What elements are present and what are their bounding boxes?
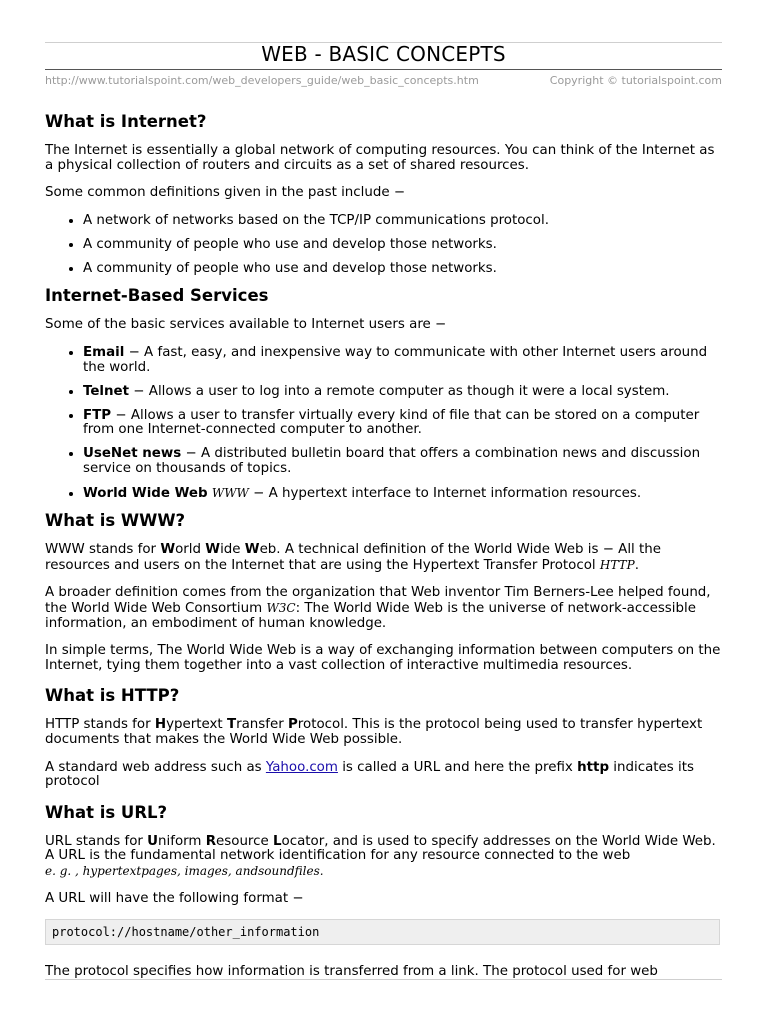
- services-list: [45, 346, 722, 501]
- term: Email: [83, 344, 125, 360]
- paragraph: [45, 586, 722, 631]
- heading-internet: What is Internet?: [45, 112, 207, 131]
- paragraph: [45, 761, 722, 790]
- list-item: • A network of networks based on the TCP/IP communications protocol.: [83, 214, 722, 229]
- list-item: [83, 486, 722, 502]
- list-item: [83, 447, 722, 476]
- paragraph: In simple terms, The World Wide Web is a way of exchanging information between computers on the Internet, tying them together into a vast collection of interactive multimedia resources.: [45, 643, 721, 673]
- text-run: ocator, and is used to specify addresses on the World Wide Web. A URL is the fundamental network identification for any resource connected to the web: [45, 833, 716, 864]
- term: UseNet news: [83, 446, 182, 462]
- bottom-rule: [45, 979, 722, 980]
- definition: − A fast, easy, and inexpensive way to communicate with other Internet users around the world.: [83, 344, 708, 375]
- paragraph: [45, 835, 722, 879]
- source-url: http://www.tutorialspoint.com/web_developers_guide/web_basic_concepts.htm: [45, 74, 479, 87]
- abbreviation: W3C: [266, 601, 296, 616]
- text-run: WWW stands for: [45, 542, 161, 558]
- paragraph: A URL will have the following format −: [45, 890, 304, 906]
- example-note: e. g. , hypertextpages, images, andsoundfiles.: [45, 863, 324, 878]
- text-run: W: [160, 542, 176, 558]
- text-run: T: [226, 717, 237, 733]
- paragraph: The Internet is essentially a global network of computing resources. You can think of the Internet as a physical collection of routers and circuits as a set of shared resources.: [45, 143, 715, 173]
- paragraph-cutoff: The protocol specifies how information is transferred from a link. The protocol used for web: [45, 965, 658, 978]
- text-run: W: [244, 542, 260, 558]
- text-run: H: [154, 717, 167, 733]
- code-block: protocol://hostname/other_information: [45, 919, 720, 945]
- title-rule: [45, 69, 722, 70]
- text-run: URL stands for: [45, 833, 148, 849]
- text-run: rotocol. This is the protocol being used to transfer hypertext documents that makes the World Wide Web possible.: [45, 717, 703, 747]
- heading-http: What is HTTP?: [45, 686, 180, 706]
- text-run: is called a URL and here the prefix: [337, 759, 578, 775]
- text-run: indicates its protocol: [45, 759, 694, 790]
- text-run: .: [634, 557, 639, 573]
- copyright-notice: Copyright © tutorialspoint.com: [549, 74, 722, 87]
- list-item: • A community of people who use and develop those networks.: [83, 262, 722, 277]
- heading-services: Internet-Based Services: [45, 286, 269, 306]
- definition: − Allows a user to transfer virtually every kind of file that can be stored on a computer from one Internet-connected computer to another.: [83, 407, 700, 438]
- text-run: P: [287, 717, 298, 733]
- term: FTP: [83, 407, 112, 423]
- text-run: L: [273, 833, 282, 849]
- text-run: W: [205, 542, 221, 558]
- paragraph: Some common definitions given in the past include −: [45, 185, 406, 201]
- list-item: [83, 385, 722, 400]
- text-run: ide: [220, 542, 245, 558]
- article-body: [45, 112, 722, 958]
- heading-url: What is URL?: [45, 802, 168, 822]
- term: World Wide Web: [83, 485, 208, 501]
- list-item: • A community of people who use and develop those networks.: [83, 238, 722, 253]
- paragraph: [45, 543, 722, 573]
- term: Telnet: [83, 383, 130, 399]
- paragraph: [45, 718, 722, 747]
- text-run: ransfer: [236, 717, 288, 733]
- text-run: eb. A technical definition of the World Wide Web is − All the resources and users on the Internet that are using the Hypertext Transfer Protocol: [45, 542, 662, 573]
- page-title: WEB - BASIC CONCEPTS: [261, 42, 506, 66]
- text-run: niform: [158, 833, 206, 849]
- definition: − A distributed bulletin board that offers a combination news and discussion service on thousands of topics.: [83, 446, 701, 476]
- text-run: orld: [175, 542, 206, 558]
- text-run: http: [577, 759, 610, 775]
- text-run: A standard web address such as: [45, 759, 266, 775]
- text-run: esource: [216, 833, 273, 849]
- definition: − A hypertext interface to Internet information resources.: [248, 485, 642, 501]
- paragraph: Some of the basic services available to Internet users are −: [45, 317, 447, 333]
- text-run: : The World Wide Web is the universe of network-accessible information, an embodiment of human knowledge.: [45, 601, 696, 631]
- text-run: U: [147, 833, 159, 849]
- text-run: HTTP stands for: [45, 717, 155, 733]
- text-run: A broader definition comes from the organization that Web inventor Tim Berners-Lee helped found, the World Wide Web Consortium: [45, 585, 711, 617]
- definition: − Allows a user to log into a remote computer as though it were a local system.: [129, 383, 670, 399]
- text-run: R: [205, 833, 217, 849]
- yahoo-link[interactable]: Yahoo.com: [265, 759, 338, 775]
- list-item: [83, 346, 722, 375]
- heading-www: What is WWW?: [45, 511, 186, 531]
- definitions-list: [45, 214, 722, 277]
- abbreviation: HTTP: [599, 557, 635, 572]
- text-run: ypertext: [166, 717, 227, 733]
- abbreviation: WWW: [211, 485, 249, 500]
- list-item: [83, 409, 722, 438]
